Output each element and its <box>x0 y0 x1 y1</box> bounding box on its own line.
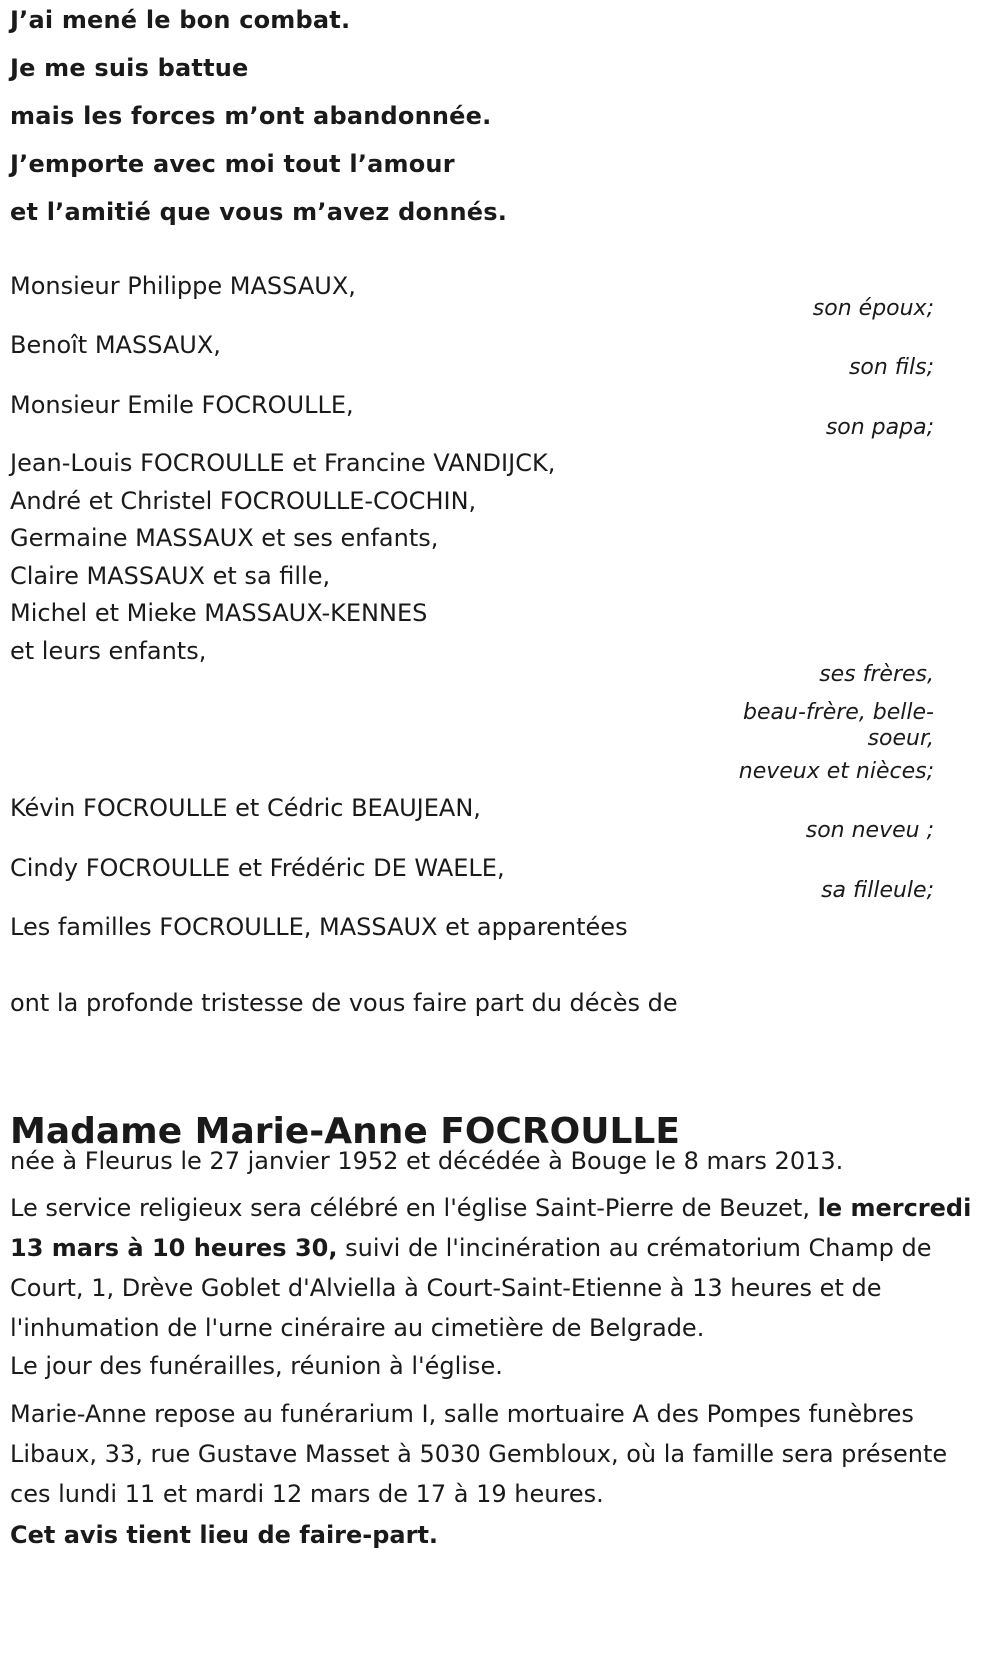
family-name-kevin: Kévin FOCROULLE et Cédric BEAUJEAN, <box>10 794 481 822</box>
deceased-name: Madame Marie-Anne FOCROULLE <box>10 1111 680 1152</box>
poem-line: mais les forces m’ont abandonnée. <box>10 102 492 130</box>
announcement-text: ont la profonde tristesse de vous faire part du décès de <box>10 989 678 1017</box>
birth-death-text: née à Fleurus le 27 janvier 1952 et décédée à Bouge le 8 mars 2013. <box>10 1147 844 1175</box>
families-line: Les familles FOCROULLE, MASSAUX et apparentées <box>10 913 628 941</box>
service-paragraph <box>10 1188 995 1348</box>
sibling-line: et leurs enfants, <box>10 636 207 665</box>
poem <box>10 8 507 248</box>
poem-line: J’ai mené le bon combat. <box>10 6 351 34</box>
poem-line: et l’amitié que vous m’avez donnés. <box>10 198 508 226</box>
poem-line: Je me suis battue <box>10 54 249 82</box>
service-text: Le service religieux sera célébré en l'église Saint-Pierre de Beuzet, <box>10 1194 818 1222</box>
relation-freres: ses frères, <box>819 662 934 687</box>
relation-neveux: neveux et nièces; <box>738 759 934 784</box>
sibling-line: Michel et Mieke MASSAUX-KENNES <box>10 599 428 627</box>
sibling-line: Jean-Louis FOCROULLE et Francine VANDIJCK, <box>10 449 556 477</box>
relation-beau-frere: beau-frère, belle-soeur, <box>743 700 934 751</box>
service-date: le mercredi 13 mars à 10 heures 30, <box>10 1194 972 1262</box>
relation-papa: son papa; <box>825 415 934 440</box>
sibling-line: Claire MASSAUX et sa fille, <box>10 561 331 590</box>
relation-filleule: sa filleule; <box>821 878 934 903</box>
poem-line: J’emporte avec moi tout l’amour <box>10 150 455 178</box>
family-name-emile: Monsieur Emile FOCROULLE, <box>10 391 354 419</box>
sibling-line: Germaine MASSAUX et ses enfants, <box>10 524 439 552</box>
sibling-line: André et Christel FOCROULLE-COCHIN, <box>10 486 477 515</box>
relation-neveu: son neveu ; <box>805 818 934 843</box>
family-name-benoit: Benoît MASSAUX, <box>10 331 221 359</box>
service-text-continued: suivi de l'incinération au crématorium Champ de Court, 1, Drève Goblet d'Alviella à Court-Saint-Etienne à 13 heures et de l'inhumation de l'urne cinéraire au cimetière de Belgrade. <box>10 1234 932 1342</box>
reunion-text: Le jour des funérailles, réunion à l'église. <box>10 1352 503 1380</box>
relation-fils: son fils; <box>848 355 934 380</box>
family-name-philippe: Monsieur Philippe MASSAUX, <box>10 272 356 300</box>
repose-paragraph: Marie-Anne repose au funérarium I, salle mortuaire A des Pompes funèbres Libaux, 33, rue Gustave Masset à 5030 Gembloux, où la famille sera présente ces lundi 11 et mardi 12 mars de 17 à 19 heures. <box>10 1400 948 1508</box>
family-name-cindy: Cindy FOCROULLE et Frédéric DE WAELE, <box>10 854 505 882</box>
siblings-list <box>10 445 555 670</box>
relation-epoux: son époux; <box>812 296 934 321</box>
closing-text: Cet avis tient lieu de faire-part. <box>10 1521 439 1549</box>
